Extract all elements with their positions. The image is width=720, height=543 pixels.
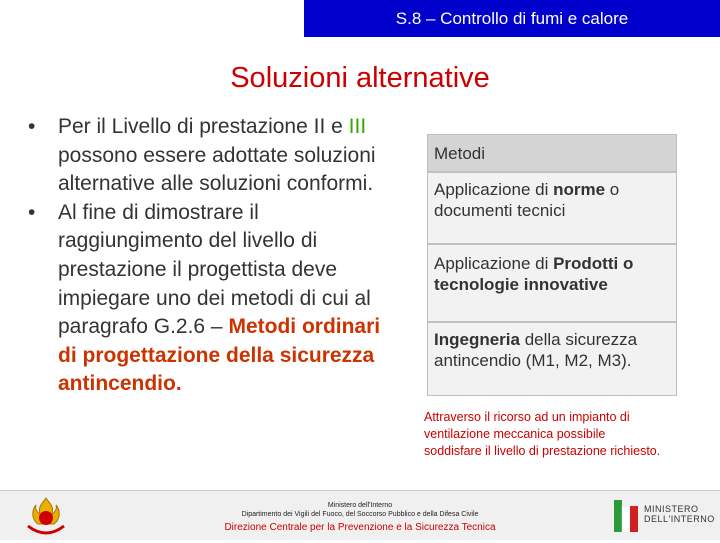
method-text: della sicurezza antincendio (M1, M2, M3). — [434, 330, 638, 370]
bullet-item-2 — [28, 199, 388, 399]
logo-text-line: DELL'INTERNO — [644, 514, 715, 524]
bullet-text: Al fine di dimostrare il raggiungimento del livello di prestazione il progettista deve impiegare uno dei metodi di cui al paragrafo G.2.6 – — [58, 200, 371, 339]
footer-directorate: Direzione Centrale per la Prevenzione e la Sicurezza Tecnica — [224, 522, 496, 533]
bullet-marker: • — [28, 200, 36, 224]
method-text: o documenti tecnici — [434, 180, 620, 220]
bullet-marker: • — [28, 115, 36, 138]
methods-table-header — [427, 134, 677, 172]
bullet-text: possono essere adottate soluzioni alternative alle soluzioni conformi. — [58, 143, 376, 196]
footer-department: Dipartimento dei Vigili del Fuoco, del Soccorso Pubblico e della Difesa Civile — [241, 511, 479, 518]
slide-title: Soluzioni alternative — [230, 62, 490, 94]
method-text: Applicazione di — [434, 254, 554, 273]
methods-row — [427, 172, 677, 244]
method-keyword: norme — [553, 180, 606, 199]
bullet-highlight: III — [348, 115, 367, 138]
ministero-logo-text — [644, 504, 715, 524]
methods-row — [427, 244, 677, 322]
header-title: S.8 – Controllo di fumi e calore — [395, 9, 629, 28]
vigili-del-fuoco-logo — [22, 494, 70, 538]
method-keyword: Prodotti o tecnologie innovative — [434, 254, 634, 294]
methods-row — [427, 322, 677, 396]
method-keyword: Ingegneria — [434, 330, 520, 349]
ministero-interno-logo — [612, 498, 715, 534]
method-text: Applicazione di — [434, 180, 554, 199]
methods-table — [427, 134, 677, 396]
bullet-list — [28, 113, 388, 399]
bullet-item-1 — [28, 113, 388, 199]
logo-text-line: MINISTERO — [644, 504, 699, 514]
bullet-text: Per il Livello di prestazione II e — [58, 115, 349, 138]
bullet-highlight: Metodi ordinari di progettazione della sicurezza antincendio. — [58, 315, 381, 396]
header-bar — [304, 0, 720, 37]
note-text: Attraverso il ricorso ad un impianto di ventilazione meccanica possibile soddisfare il livello di prestazione richiesto. — [424, 410, 661, 458]
footer-ministry: Ministero dell'Interno — [327, 502, 393, 509]
methods-header-label: Metodi — [434, 144, 486, 163]
